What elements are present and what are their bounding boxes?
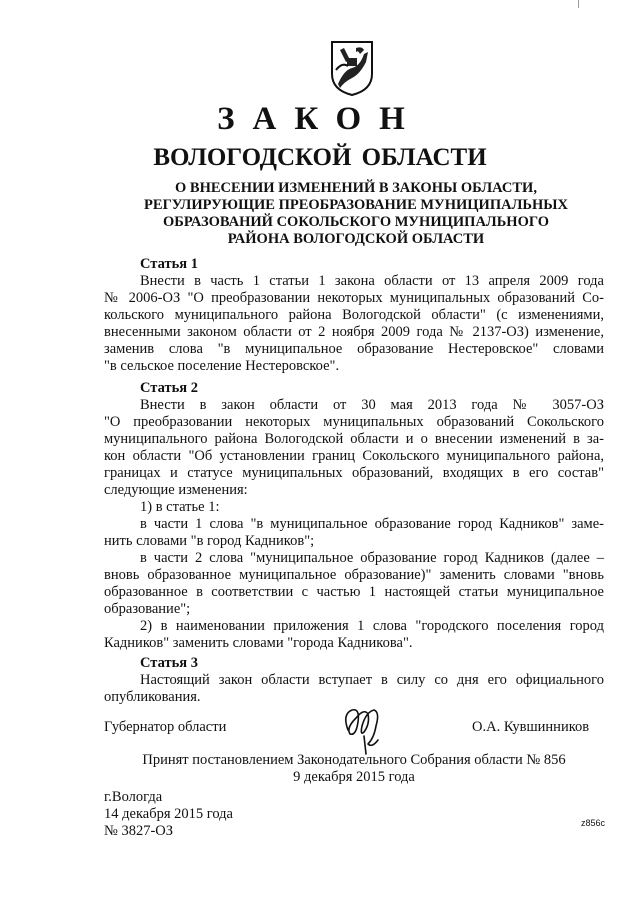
adoption-line: Принят постановлением Законодательного Собрания области № 856 [142,752,566,768]
law-subject [140,180,572,248]
text-line: границах и статусе муниципальных образований, входящих в его состав" [104,465,604,481]
text-line: заменив слова "в муниципальное образование Нестеровское" словами [104,341,604,357]
text-line: кольского муниципального района Вологодской области" (с изменениями, [104,307,604,323]
text-line: 2) в наименовании приложения 1 слова "городского поселения город [140,618,604,634]
text-line: образованное в соответствии с частью 1 настоящей статьи муниципальное [104,584,604,600]
handwritten-signature-icon [338,700,386,756]
text-line: 1) в статье 1: [140,499,220,515]
article-1-text [104,273,604,375]
text-line: муниципального района Вологодской области и о внесении изменений в за- [104,431,604,447]
text-line: Кадников" заменить словами "города Кадникова". [104,635,413,651]
article-2-text [104,397,604,652]
subject-line: О ВНЕСЕНИИ ИЗМЕНЕНИЙ В ЗАКОНЫ ОБЛАСТИ, [175,180,537,196]
text-line: образование"; [104,601,191,617]
footer-date: 14 декабря 2015 года [104,806,233,822]
footer-city: г.Вологда [104,789,163,805]
text-line: кон области "Об установлении границ Сокольского муниципального района, [104,448,604,464]
text-line: в части 1 слова "в муниципальное образование город Кадников" заме- [140,516,604,532]
region-title: ВОЛОГОДСКОЙ ОБЛАСТИ [153,144,487,171]
text-line: нить словами "в город Кадников"; [104,533,315,549]
adoption-note [0,752,640,786]
signatory-position: Губернатор области [104,719,227,735]
text-line: "О преобразовании некоторых муниципальных образований Сокольского [104,414,604,430]
subject-line: ОБРАЗОВАНИЙ СОКОЛЬСКОГО МУНИЦИПАЛЬНОГО [162,214,550,230]
adoption-date: 9 декабря 2015 года [293,769,415,785]
subject-line: РЕГУЛИРУЮЩИЕ ПРЕОБРАЗОВАНИЕ МУНИЦИПАЛЬНЫХ [144,197,568,213]
text-line: внесенными законом области от 2 ноября 2009 года № 2137-ОЗ) изменение, [104,324,604,340]
article-3-heading: Статья 3 [140,655,198,671]
text-line: Внести в закон области от 30 мая 2013 года № 3057-ОЗ [140,397,604,413]
text-line: следующие изменения: [104,482,248,498]
document-code: z856c [581,818,606,828]
article-2-heading: Статья 2 [140,380,198,396]
text-line: вновь образованное муниципальное образование)" заменить словами "вновь [104,567,604,583]
edge-mark [578,0,579,8]
signatory-name: О.А. Кувшинников [472,719,590,735]
text-line: № 2006-ОЗ "О преобразовании некоторых муниципальных образований Со- [104,290,604,306]
text-line: в части 2 слова "муниципальное образование город Кадников (далее – [140,550,604,566]
footer-number: № 3827-ОЗ [104,823,174,839]
document-footer [104,789,233,840]
subject-line: РАЙОНА ВОЛОГОДСКОЙ ОБЛАСТИ [227,231,485,247]
article-1-heading: Статья 1 [140,256,198,272]
text-line: опубликования. [104,689,201,705]
law-title: ЗАКОН [217,101,423,137]
text-line: Внести в часть 1 статьи 1 закона области от 13 апреля 2009 года [140,273,604,289]
text-line: "в сельское поселение Нестеровское". [104,358,340,374]
coat-of-arms-icon [330,40,374,96]
text-line: Настоящий закон области вступает в силу со дня его официального [140,672,604,688]
